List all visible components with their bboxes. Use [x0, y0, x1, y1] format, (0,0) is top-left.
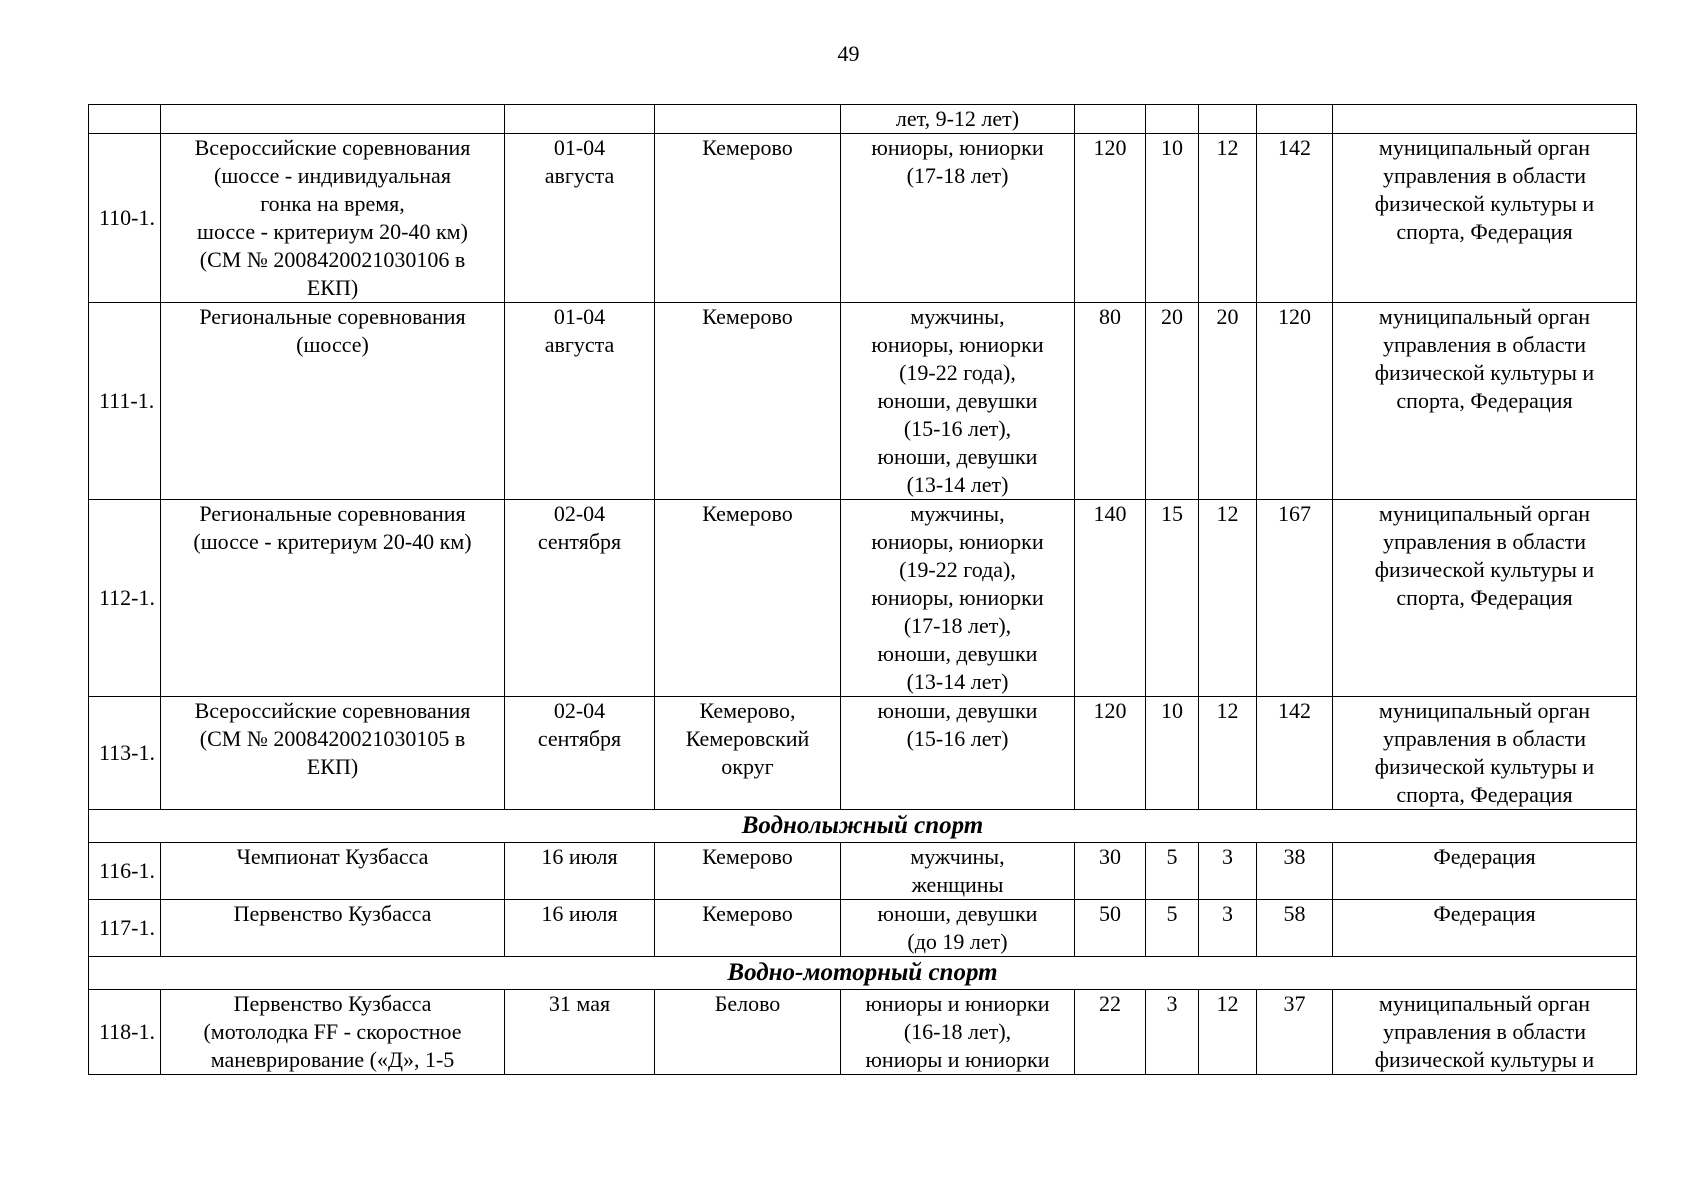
cell-count-3: 20	[1199, 303, 1257, 500]
cell-organizer: муниципальный орган управления в области физической культуры и спорта, Федерация	[1333, 697, 1637, 810]
table-row	[89, 105, 1637, 134]
cell-place: Кемерово	[655, 843, 841, 900]
cell-dates: 31 мая	[505, 990, 655, 1075]
cell-num: 118-1.	[89, 990, 161, 1075]
cell-count-1: 80	[1075, 303, 1146, 500]
cell-count-3: 12	[1199, 990, 1257, 1075]
cell-place: Кемерово	[655, 500, 841, 697]
cell-dates: 16 июля	[505, 900, 655, 957]
cell-name	[161, 105, 505, 134]
table-row	[89, 303, 1637, 500]
table-row	[89, 900, 1637, 957]
cell-organizer	[1333, 105, 1637, 134]
cell-total: 167	[1257, 500, 1333, 697]
cell-participants: мужчины, юниоры, юниорки (19-22 года), юноши, девушки (15-16 лет), юноши, девушки (13-14 лет)	[841, 303, 1075, 500]
cell-dates: 16 июля	[505, 843, 655, 900]
cell-count-1: 50	[1075, 900, 1146, 957]
cell-count-2: 5	[1146, 843, 1199, 900]
cell-count-1: 30	[1075, 843, 1146, 900]
cell-place	[655, 105, 841, 134]
events-table	[88, 104, 1637, 1075]
cell-participants: юноши, девушки (15-16 лет)	[841, 697, 1075, 810]
cell-place: Кемерово	[655, 134, 841, 303]
cell-num: 112-1.	[89, 500, 161, 697]
cell-count-1: 22	[1075, 990, 1146, 1075]
cell-count-3: 3	[1199, 900, 1257, 957]
cell-place: Кемерово	[655, 900, 841, 957]
cell-dates: 02-04 сентября	[505, 500, 655, 697]
cell-count-3: 12	[1199, 500, 1257, 697]
cell-dates: 02-04 сентября	[505, 697, 655, 810]
cell-participants: юноши, девушки (до 19 лет)	[841, 900, 1075, 957]
cell-num: 116-1.	[89, 843, 161, 900]
cell-num	[89, 105, 161, 134]
table-row	[89, 500, 1637, 697]
cell-total: 37	[1257, 990, 1333, 1075]
table-row	[89, 843, 1637, 900]
cell-count-1: 120	[1075, 134, 1146, 303]
cell-organizer: муниципальный орган управления в области физической культуры и спорта, Федерация	[1333, 134, 1637, 303]
cell-name: Первенство Кузбасса	[161, 900, 505, 957]
cell-organizer: муниципальный орган управления в области физической культуры и спорта, Федерация	[1333, 303, 1637, 500]
cell-dates: 01-04 августа	[505, 134, 655, 303]
section-row	[89, 957, 1637, 990]
page-number: 49	[837, 41, 860, 66]
cell-count-1: 140	[1075, 500, 1146, 697]
cell-participants: юниоры и юниорки (16-18 лет), юниоры и юниорки	[841, 990, 1075, 1075]
cell-name: Региональные соревнования (шоссе - критериум 20-40 км)	[161, 500, 505, 697]
cell-count-2: 10	[1146, 697, 1199, 810]
cell-count-1: 120	[1075, 697, 1146, 810]
cell-count-3: 12	[1199, 697, 1257, 810]
cell-place: Белово	[655, 990, 841, 1075]
cell-num: 113-1.	[89, 697, 161, 810]
table-row	[89, 697, 1637, 810]
cell-organizer: муниципальный орган управления в области физической культуры и	[1333, 990, 1637, 1075]
cell-count-2: 15	[1146, 500, 1199, 697]
cell-name: Всероссийские соревнования (СМ № 2008420021030105 в ЕКП)	[161, 697, 505, 810]
section-title-motorboat: Водно-моторный спорт	[89, 957, 1637, 990]
cell-organizer: муниципальный орган управления в области физической культуры и спорта, Федерация	[1333, 500, 1637, 697]
cell-count-3: 3	[1199, 843, 1257, 900]
cell-participants: мужчины, юниоры, юниорки (19-22 года), юниоры, юниорки (17-18 лет), юноши, девушки (13-14 лет)	[841, 500, 1075, 697]
cell-count-2: 20	[1146, 303, 1199, 500]
cell-num: 110-1.	[89, 134, 161, 303]
cell-participants: юниоры, юниорки (17-18 лет)	[841, 134, 1075, 303]
table-row	[89, 990, 1637, 1075]
cell-organizer: Федерация	[1333, 843, 1637, 900]
cell-name: Первенство Кузбасса (мотолодка FF - скоростное маневрирование («Д», 1-5	[161, 990, 505, 1075]
cell-dates: 01-04 августа	[505, 303, 655, 500]
cell-num: 117-1.	[89, 900, 161, 957]
cell-dates	[505, 105, 655, 134]
section-title-waterski: Воднолыжный спорт	[89, 810, 1637, 843]
table-row	[89, 134, 1637, 303]
cell-count-1	[1075, 105, 1146, 134]
cell-total: 38	[1257, 843, 1333, 900]
cell-name: Всероссийские соревнования (шоссе - индивидуальная гонка на время, шоссе - критериум 20-40 км) (СМ № 2008420021030106 в ЕКП)	[161, 134, 505, 303]
cell-total: 120	[1257, 303, 1333, 500]
cell-count-2: 3	[1146, 990, 1199, 1075]
cell-count-2	[1146, 105, 1199, 134]
cell-organizer: Федерация	[1333, 900, 1637, 957]
cell-num: 111-1.	[89, 303, 161, 500]
cell-place: Кемерово, Кемеровский округ	[655, 697, 841, 810]
cell-participants: лет, 9-12 лет)	[841, 105, 1075, 134]
cell-count-2: 10	[1146, 134, 1199, 303]
cell-total: 142	[1257, 134, 1333, 303]
cell-total: 142	[1257, 697, 1333, 810]
cell-name: Региональные соревнования (шоссе)	[161, 303, 505, 500]
cell-place: Кемерово	[655, 303, 841, 500]
cell-count-3: 12	[1199, 134, 1257, 303]
cell-participants: мужчины, женщины	[841, 843, 1075, 900]
cell-name: Чемпионат Кузбасса	[161, 843, 505, 900]
cell-total: 58	[1257, 900, 1333, 957]
section-row	[89, 810, 1637, 843]
cell-count-2: 5	[1146, 900, 1199, 957]
cell-count-3	[1199, 105, 1257, 134]
cell-total	[1257, 105, 1333, 134]
